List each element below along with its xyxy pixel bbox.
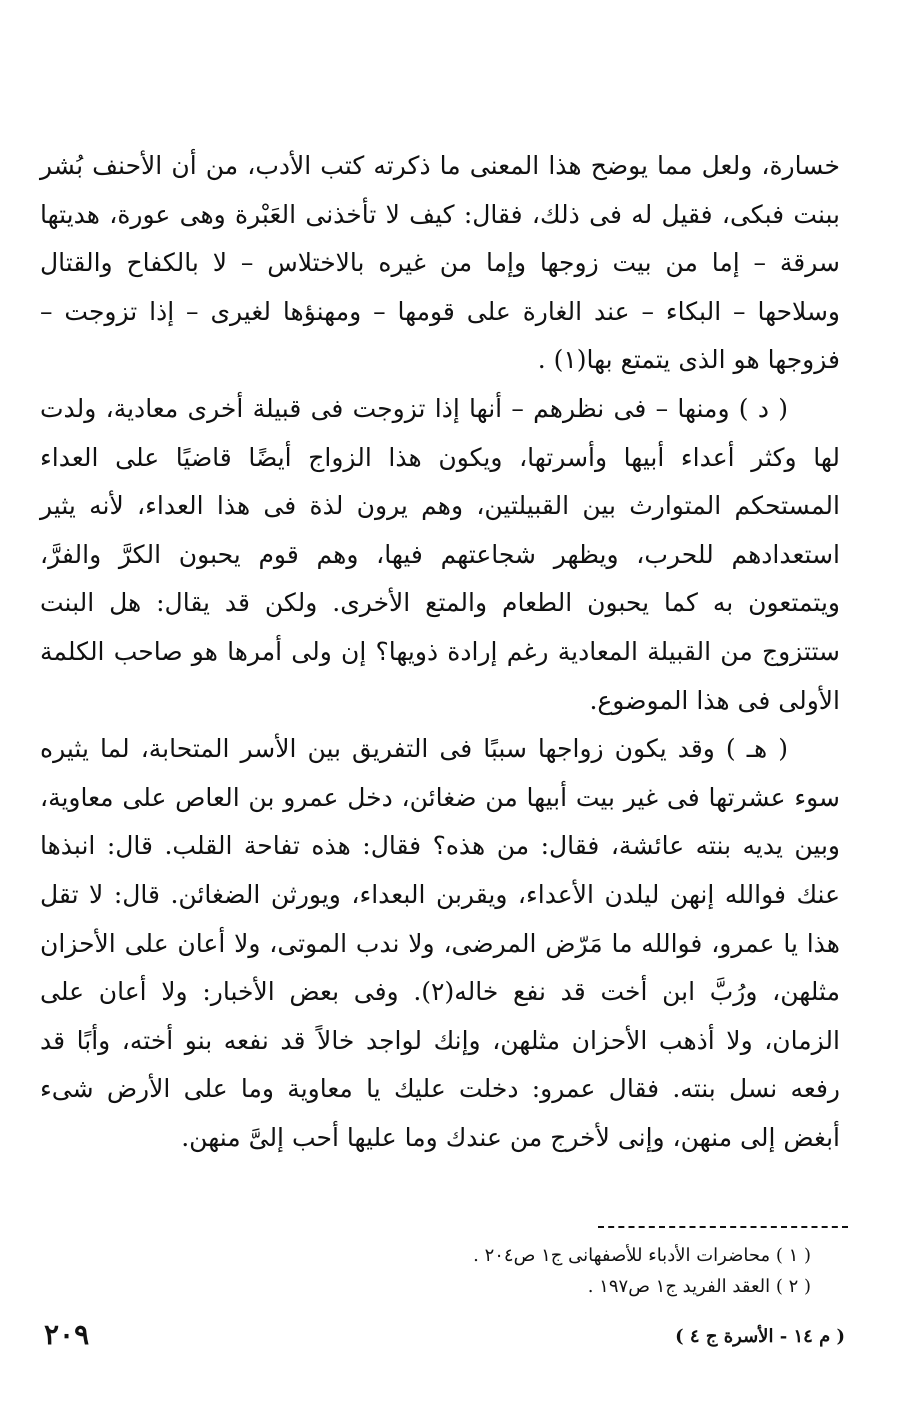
- page-number: ٢٠٩: [44, 1318, 90, 1351]
- main-text: [40, 142, 840, 1162]
- footnote-2: ( ٢ ) العقد الفريد ج١ ص١٩٧ .: [587, 1276, 811, 1297]
- printer-signature: ( م ١٤ - الأسرة ج ٤ ): [675, 1326, 845, 1347]
- footnote-separator: [598, 1226, 848, 1228]
- paragraph-2: ( د ) ومنها – فى نظرهم – أنها إذا تزوجت فى قبيلة أخرى معادية، ولدت لها وكثر أعداء أبيها وأسرتها، ويكون هذا الزواج أيضًا قاضيًا على العداء المستحكم المتوارث بين القبيلتين، وهم يرون لذة فى هذا العداء، لأنه يثير استعدادهم للحرب، ويظهر شجاعتهم فيها، وهم قوم يحبون الكرَّ والفرَّ، ويتمتعون به كما يحبون الطعام والمتع الأخرى. ولكن قد يقال: هل البنت ستتزوج من القبيلة المعادية رغم إرادة ذويها؟ إن ولى أمرها هو صاحب الكلمة الأولى فى هذا الموضوع.: [40, 393, 840, 715]
- footnotes: [291, 1240, 811, 1302]
- paragraph-1: خسارة، ولعل مما يوضح هذا المعنى ما ذكرته كتب الأدب، من أن الأحنف بُشر ببنت فبكى، فقيل له فى ذلك، فقال: كيف لا تأخذنى العَبْرة وهى عورة، هديتها سرقة – إما من بيت زوجها وإما من غيره بالاختلاس – لا بالكفاح والقتال وسلاحها – البكاء – عند الغارة على قومها – ومهنؤها لغيرى – إذا تزوجت – فزوجها هو الذى يتمتع بها(١) .: [40, 151, 840, 375]
- paragraph-3: ( هـ ) وقد يكون زواجها سببًا فى التفريق بين الأسر المتحابة، لما يثيره سوء عشرتها فى غير بيت أبيها من ضغائن، دخل عمرو بن العاص على معاوية، وبين يديه بنته عائشة، فقال: من هذه؟ فقال: هذه تفاحة القلب. قال: انبذها عنك فوالله إنهن ليلدن الأعداء، ويقربن البعداء، ويورثن الضغائن. قال: لا تقل هذا يا عمرو، فوالله ما مَرّض المرضى، ولا ندب الموتى، ولا أعان على الأحزان مثلهن، ورُبَّ ابن أخت قد نفع خاله(٢). وفى بعض الأخبار: ولا أعان على الزمان، ولا أذهب الأحزان مثلهن، وإنك لواجد خالاً قد نفعه بنو أخته، وأبًا قد رفعه نسل بنته. فقال عمرو: دخلت عليك يا معاوية وما على الأرض شىء أبغض إلى منهن، وإنى لأخرج من عندك وما عليها أحب إلىَّ منهن.: [40, 734, 840, 1152]
- footnote-1: ( ١ ) محاضرات الأدباء للأصفهانى ج١ ص٢٠٤ .: [473, 1245, 811, 1266]
